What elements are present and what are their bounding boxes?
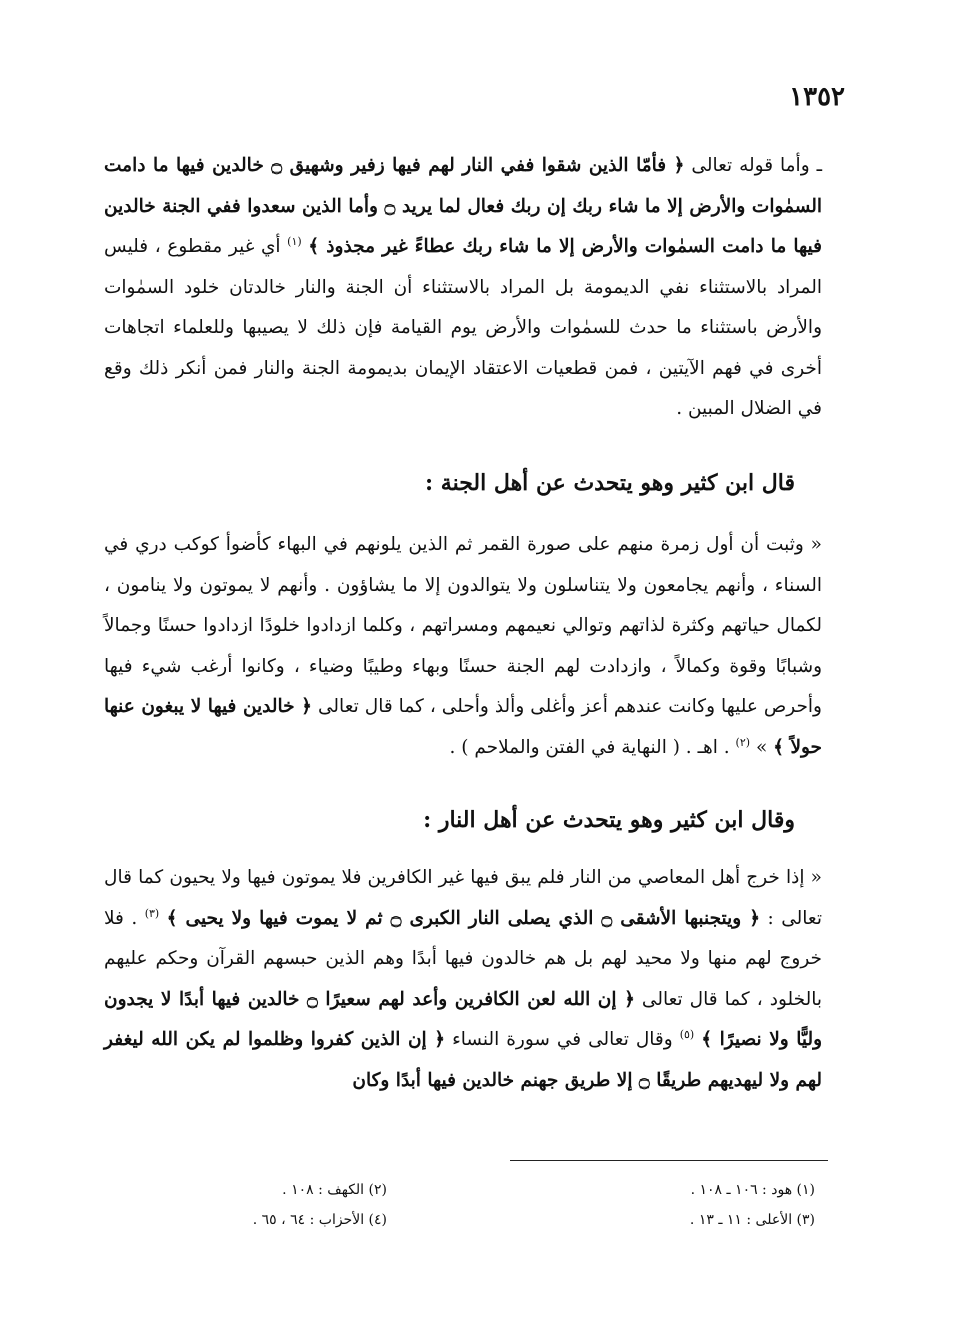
paragraph-text: . اهـ . ( النهاية في الفتن والملاحم ) .	[449, 736, 730, 758]
quran-quote: ﴿ خالدين فيها لا يبغون عنها حولاً ﴾	[104, 696, 822, 758]
paragraph-quran-commentary	[104, 146, 822, 430]
footnote-4: (٤) الأحزاب : ٦٤ ، ٦٥ .	[252, 1212, 387, 1228]
paragraph-text: « إذا خرج أهل المعاصي من النار فلم يبق فيها غير الكافرين فلا يموتون فيها ولا يحيون كما قال تعالى :	[104, 867, 822, 929]
quran-quote: ﴿ ويتجنبها الأشقى ۝ الذي يصلى النار الكبرى ۝ ثم لا يموت فيها ولا يحيى ﴾	[166, 907, 761, 929]
section-heading-paradise: قال ابن كثير وهو يتحدث عن أهل الجنة :	[425, 470, 795, 496]
quran-quote: ﴿ إن الذين كفروا وظلموا لم يكن الله ليغفر لهم ولا ليهديهم طريقًا ۝ إلا طريق جهنم خالدين فيها أبدًا وكان	[104, 1029, 822, 1091]
quran-quote: ﴿ فأمّا الذين شقوا ففي النار لهم فيها زفير وشهيق ۝ خالدين فيها ما دامت السمٰوات والأرض إلا ما شاء ربك إن ربك فعال لما يريد ۝ وأما الذين سعدوا ففي الجنة خالدين فيها ما دامت السمٰوات والأرض إلا ما شاء ربك عطاءً غير مجذوذ ﴾	[104, 155, 822, 257]
page-number: ١٣٥٢	[789, 82, 845, 112]
footnote-ref: (٥)	[679, 1027, 695, 1041]
paragraph-paradise-quote	[104, 525, 822, 768]
footnote-3: (٣) الأعلى : ١١ ـ ١٣ .	[689, 1212, 815, 1228]
footnote-ref: (٢)	[735, 735, 751, 749]
quran-quote: ﴿ إن الله لعن الكافرين وأعد لهم سعيرًا ۝ خالدين فيها أبدًا لا يجدون وليًّا ولا نصيرًا ﴾	[104, 988, 823, 1050]
paragraph-hellfire-quote	[104, 858, 822, 1101]
footnote-1: (١) هود : ١٠٦ ـ ١٠٨ .	[690, 1182, 815, 1198]
paragraph-intro: ـ وأما قوله تعالى	[691, 155, 822, 176]
footnote-ref: (٣)	[144, 906, 160, 920]
paragraph-text: وقال تعالى في سورة النساء	[452, 1029, 673, 1050]
paragraph-text: . فلا خروج لهم منها ولا محيد لهم بل هم خالدون فيها أبدًا وهم الذين حبسهم القرآن وحكم عليهم بالخلود ، كما قال تعالى	[104, 907, 822, 1010]
footnote-ref: (١)	[287, 234, 302, 248]
quote-close-mark: »	[755, 736, 768, 758]
footnote-2: (٢) الكهف : ١٠٨ .	[282, 1182, 387, 1198]
paragraph-text: « وثبت أن أول زمرة منهم على صورة القمر ثم الذين يلونهم في البهاء كأضوأ كوكب دري في السناء ، وأنهم يجامعون ولا يتناسلون ولا يتوالدون إلا ما يشاؤون . وأنهم لا يموتون ولا ينامون ، لكمال حياتهم وكثرة لذاتهم وتوالي نعيمهم ومسراتهم ، وكلما ازدادوا خلودًا ازدادوا حسنًا وجمالاً وشبابًا وقوة وكمالاً ، وازدادت لهم الجنة حسنًا وبهاء وطيبًا وضياء ، وكانوا أرغب شيء فيها وأحرص عليها وكانت عندهم أعز وأغلى وألذ وأحلى ، كما قال تعالى	[104, 534, 822, 717]
paragraph-text: أي غير مقطوع ، فليس المراد بالاستثناء نفي الديمومة بل المراد بالاستثناء أن الجنة والنار خالدتان خلود السمٰوات والأرض باستثناء ما حدث للسمٰوات والأرض يوم القيامة فإن ذلك لا يصيبها وللعلماء اتجاهات أخرى في فهم الآيتين ، فمن قطعيات الاعتقاد الإيمان بديمومة الجنة والنار فمن أنكر ذلك وقع في الضلال المبين .	[104, 236, 822, 419]
footnote-divider	[510, 1160, 828, 1161]
section-heading-hellfire: وقال ابن كثير وهو يتحدث عن أهل النار :	[423, 807, 795, 833]
